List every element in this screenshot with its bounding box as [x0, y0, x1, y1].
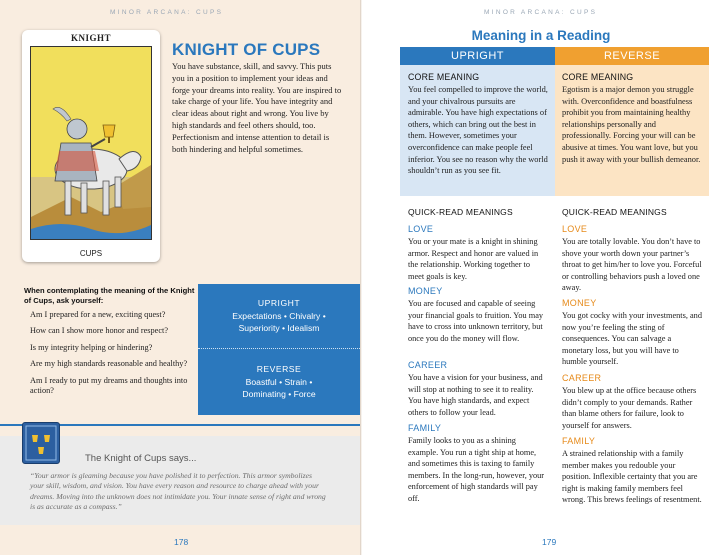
reverse-column-header: REVERSE: [555, 47, 709, 65]
reverse-label: REVERSE: [256, 364, 302, 374]
list-item: Am I prepared for a new, exciting quest?: [30, 309, 166, 319]
love-text: You or your mate is a knight in shining armor. Respect and honor are valued in the relationship. Working together to meet goals is key.: [408, 237, 539, 281]
page-number: 178: [174, 537, 189, 547]
core-meaning-label: CORE MEANING: [562, 72, 634, 82]
reverse-keywords-text: Boastful • Strain • Dominating • Force: [242, 377, 316, 399]
knight-on-horse-illustration: [31, 47, 151, 239]
list-item: Is my integrity helping or hindering?: [30, 342, 153, 352]
upright-label: UPRIGHT: [257, 298, 301, 308]
right-page: [362, 0, 720, 555]
list-item: Am I ready to put my dreams and thoughts into action?: [30, 375, 188, 396]
love-heading: LOVE: [562, 224, 588, 234]
career-text: You have a vision for your business, and will stop at nothing to see it to reality. You have high standards, and expect others to follow your lead.: [408, 373, 543, 417]
tarot-card-knight-of-cups: [22, 30, 160, 262]
contemplate-heading: When contemplating the meaning of the Knight of Cups, ask yourself:: [24, 286, 195, 305]
page-title: KNIGHT OF CUPS: [172, 40, 321, 59]
running-head: MINOR ARCANA: CUPS: [110, 9, 224, 16]
keywords-box: [198, 284, 360, 415]
upright-column: [408, 0, 548, 555]
page-number: 179: [542, 537, 557, 547]
love-text: You are totally lovable. You don’t have to shove your worth down your partner’s throat to get him/her to love you. Forceful or controlling behaviors push a loved one away.: [562, 237, 702, 293]
card-quote: “Your armor is gleaming because you have polished it to perfection. This armor symbolizes your skill, wisdom, and vision. You have every reason and resource to charge ahead with your dreams. Moving into the unknown does not intimidate you. Your innate sense of right and wrong is as accurate as a compass.”: [30, 471, 326, 512]
quick-read-label: QUICK-READ MEANINGS: [562, 207, 667, 217]
cups-icon: [23, 423, 59, 463]
question-list: [24, 310, 200, 397]
career-text: You blew up at the office because others didn’t comply to your demands. Rather than blame others for failure, look to yourself for answers.: [562, 386, 697, 430]
family-heading: FAMILY: [562, 436, 596, 446]
section-heading: Meaning in a Reading: [471, 28, 611, 43]
says-title: The Knight of Cups says...: [85, 453, 197, 464]
quick-read-label: QUICK-READ MEANINGS: [408, 207, 513, 217]
list-item: Are my high standards reasonable and healthy?: [30, 359, 188, 369]
core-meaning-text: Egotism is a major demon you struggle with. Overconfidence and boastfulness prohibit you from maintaining healthy relationships personally and professionally. Forcing your will can be abusive at times. You want love, but you push it away with your bullish demeanor.: [562, 85, 701, 164]
reverse-column: [562, 0, 702, 555]
career-heading: CAREER: [562, 373, 602, 383]
family-heading: FAMILY: [408, 423, 442, 433]
card-says-panel: [0, 436, 360, 525]
career-heading: CAREER: [408, 360, 448, 370]
running-head: MINOR ARCANA: CUPS: [484, 9, 598, 16]
contemplate-section: [24, 286, 200, 403]
intro-paragraph: You have substance, skill, and savvy. This puts you in a position to implement your ideas and forge your dreams into reality. You are inspired to take charge of your life. You have integrity and clear ideas about right and wrong. You live by high standards and feel others should, too. Perfectionism and intense attention to detail is both hindering and helpful sometimes.: [172, 61, 342, 154]
card-suit: CUPS: [79, 249, 103, 258]
upright-keywords-text: Expectations • Chivalry • Superiority • Idealism: [232, 311, 326, 333]
core-meaning-text: You feel compelled to improve the world, and your chivalrous pursuits are admirable. You have high expectations of others, which can bring out the best in them. However, sometimes your overconfidence can make people feel inferior. You see no reason why the world shouldn’t run as you see fit.: [408, 85, 548, 176]
list-item: How can I show more honor and respect?: [30, 326, 169, 336]
card-thumbnail-icon: [22, 422, 60, 464]
money-text: You are focused and capable of seeing your financial goals to fruition. You may have to cross into unknown territory, but once you do the money will flow.: [408, 299, 544, 343]
money-heading: MONEY: [408, 286, 443, 296]
love-heading: LOVE: [408, 224, 434, 234]
reverse-keywords: [198, 364, 360, 400]
upright-column-header: UPRIGHT: [400, 47, 555, 65]
family-text: Family looks to you as a shining example. You run a tight ship at home, and sometimes this is taxing to family members. In the long-run, however, your enforcement of high standards will pay off.: [408, 436, 545, 503]
card-title: KNIGHT: [70, 33, 111, 43]
money-heading: MONEY: [562, 298, 597, 308]
dotted-divider: [198, 348, 360, 349]
money-text: You got cocky with your investments, and now you’re feeling the sting of consequences. You can salvage a monetary loss, but you will have to humble yourself.: [562, 311, 702, 367]
core-meaning-label: CORE MEANING: [408, 72, 480, 82]
family-text: A strained relationship with a family member makes you redouble your position. Inflexible certainty that you are right is making family members feel wrong. This brews feelings of resentment.: [562, 449, 702, 505]
card-illustration: [30, 46, 152, 240]
upright-keywords: [198, 298, 360, 334]
